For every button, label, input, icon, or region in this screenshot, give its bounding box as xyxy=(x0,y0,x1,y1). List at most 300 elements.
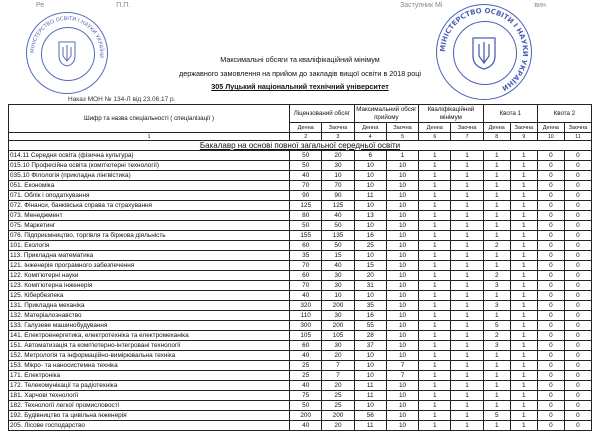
table-cell: 1 xyxy=(483,221,510,231)
table-cell: 1 xyxy=(451,321,483,331)
table-cell: 105 xyxy=(322,331,354,341)
table-cell: 37 xyxy=(354,341,386,351)
table-cell: 1 xyxy=(451,211,483,221)
table-cell: 70 xyxy=(290,261,322,271)
table-cell: 40 xyxy=(290,291,322,301)
table-cell: 31 xyxy=(354,281,386,291)
table-cell: 56 xyxy=(354,411,386,421)
table-cell: 10 xyxy=(386,341,418,351)
table-cell: 10 xyxy=(386,251,418,261)
table-cell: 11 xyxy=(354,191,386,201)
table-row xyxy=(9,301,592,311)
table-cell: 60 xyxy=(290,241,322,251)
table-cell: 110 xyxy=(290,311,322,321)
table-cell: 1 xyxy=(451,151,483,161)
column-number: 1 xyxy=(9,133,290,141)
quota2-header: Квота 2 xyxy=(537,105,591,123)
table-cell: 40 xyxy=(290,421,322,431)
table-cell: 1 xyxy=(419,301,451,311)
specialty-name: 181. Харчові технології xyxy=(9,391,290,401)
table-cell: 1 xyxy=(451,421,483,431)
table-cell: 0 xyxy=(537,231,564,241)
table-cell: 10 xyxy=(354,291,386,301)
table-cell: 1 xyxy=(451,341,483,351)
table-cell: 200 xyxy=(322,411,354,421)
right-signature-name: вин xyxy=(534,2,546,9)
table-cell: 10 xyxy=(322,171,354,181)
table-cell: 0 xyxy=(564,391,591,401)
table-cell: 1 xyxy=(451,381,483,391)
column-number: 7 xyxy=(451,133,483,141)
table-cell: 1 xyxy=(419,231,451,241)
table-cell: 10 xyxy=(386,171,418,181)
table-cell: 0 xyxy=(537,271,564,281)
table-cell: 16 xyxy=(354,231,386,241)
table-cell: 10 xyxy=(322,291,354,301)
order-note: Наказ МОН № 134-Л від 23.06.17 р. xyxy=(68,96,176,103)
specialty-name: 131. Прикладна механіка xyxy=(9,301,290,311)
table-cell: 10 xyxy=(386,391,418,401)
table-row xyxy=(9,321,592,331)
specialty-name: 205. Лісове господарство xyxy=(9,421,290,431)
table-row xyxy=(9,241,592,251)
table-cell: 0 xyxy=(537,361,564,371)
licensed-header: Ліцензований обсяг xyxy=(290,105,355,123)
table-cell: 1 xyxy=(510,301,537,311)
table-cell: 1 xyxy=(510,311,537,321)
table-cell: 10 xyxy=(354,251,386,261)
table-cell: 0 xyxy=(564,341,591,351)
table-row xyxy=(9,331,592,341)
table-cell: 10 xyxy=(354,171,386,181)
table-cell: 1 xyxy=(451,191,483,201)
table-cell: 0 xyxy=(564,261,591,271)
table-cell: 80 xyxy=(290,211,322,221)
table-cell: 1 xyxy=(510,381,537,391)
table-cell: 30 xyxy=(322,281,354,291)
right-signature-role: Заступник Мі xyxy=(400,2,443,9)
table-row xyxy=(9,281,592,291)
table-cell: 0 xyxy=(537,341,564,351)
table-cell: 10 xyxy=(386,161,418,171)
table-cell: 3 xyxy=(483,301,510,311)
table-cell: 1 xyxy=(451,251,483,261)
table-cell: 1 xyxy=(419,391,451,401)
table-cell: 1 xyxy=(510,321,537,331)
table-cell: 1 xyxy=(451,371,483,381)
table-cell: 125 xyxy=(290,201,322,211)
table-cell: 0 xyxy=(564,371,591,381)
table-row xyxy=(9,221,592,231)
specialty-name: 125. Кібербезпека xyxy=(9,291,290,301)
table-cell: 0 xyxy=(537,381,564,391)
table-cell: 0 xyxy=(537,151,564,161)
table-cell: 1 xyxy=(419,201,451,211)
table-cell: 1 xyxy=(510,331,537,341)
table-cell: 10 xyxy=(386,331,418,341)
specialty-name: 182. Технології легкої промисловості xyxy=(9,401,290,411)
table-cell: 1 xyxy=(419,371,451,381)
table-cell: 10 xyxy=(386,291,418,301)
table-cell: 50 xyxy=(290,401,322,411)
table-cell: 7 xyxy=(322,361,354,371)
admission-quota-table xyxy=(8,104,592,431)
specialty-name: 133. Галузеве машинобудування xyxy=(9,321,290,331)
specialty-name: 015.10 Професійна освіта (комп'ютерні технології) xyxy=(9,161,290,171)
table-cell: 1 xyxy=(419,341,451,351)
table-cell: 1 xyxy=(419,381,451,391)
table-cell: 0 xyxy=(537,391,564,401)
table-cell: 0 xyxy=(537,371,564,381)
table-cell: 7 xyxy=(386,361,418,371)
table-cell: 1 xyxy=(451,391,483,401)
specialty-name: 051. Економіка xyxy=(9,181,290,191)
table-cell: 10 xyxy=(386,311,418,321)
table-cell: 10 xyxy=(386,301,418,311)
table-cell: 0 xyxy=(564,251,591,261)
table-cell: 1 xyxy=(451,171,483,181)
table-row xyxy=(9,411,592,421)
table-cell: 1 xyxy=(510,201,537,211)
table-cell: 1 xyxy=(419,321,451,331)
table-cell: 1 xyxy=(451,331,483,341)
table-cell: 10 xyxy=(386,421,418,431)
specialty-name: 121. Інженерія програмного забезпечення xyxy=(9,261,290,271)
table-cell: 1 xyxy=(510,281,537,291)
table-cell: 0 xyxy=(537,281,564,291)
table-cell: 10 xyxy=(386,401,418,411)
table-row xyxy=(9,161,592,171)
table-row xyxy=(9,311,592,321)
table-cell: 1 xyxy=(419,351,451,361)
table-cell: 7 xyxy=(386,371,418,381)
table-row xyxy=(9,351,592,361)
table-cell: 1 xyxy=(451,351,483,361)
table-cell: 0 xyxy=(537,201,564,211)
table-cell: 60 xyxy=(290,341,322,351)
specialty-name: 076. Підприємництво, торгівля та біржова діяльність xyxy=(9,231,290,241)
table-cell: 55 xyxy=(354,321,386,331)
table-cell: 1 xyxy=(510,341,537,351)
table-cell: 1 xyxy=(419,151,451,161)
column-number: 9 xyxy=(510,133,537,141)
table-cell: 20 xyxy=(322,381,354,391)
table-cell: 0 xyxy=(564,211,591,221)
specialty-name: 075. Маркетинг xyxy=(9,221,290,231)
table-row xyxy=(9,151,592,161)
table-cell: 75 xyxy=(290,391,322,401)
table-cell: 1 xyxy=(419,291,451,301)
table-cell: 1 xyxy=(419,251,451,261)
table-cell: 2 xyxy=(483,331,510,341)
table-row xyxy=(9,401,592,411)
table-cell: 1 xyxy=(483,261,510,271)
document-title-institution: 305 Луцький національний технічний університет xyxy=(211,82,389,91)
table-cell: 0 xyxy=(564,321,591,331)
table-cell: 11 xyxy=(354,421,386,431)
table-cell: 1 xyxy=(419,221,451,231)
specialty-name: 014.11 Середня освіта (фізична культура) xyxy=(9,151,290,161)
table-cell: 1 xyxy=(451,411,483,421)
specialty-name: 192. Будівництво та цивільна інженерія xyxy=(9,411,290,421)
form-label: Заочна xyxy=(564,123,591,133)
table-cell: 1 xyxy=(483,361,510,371)
table-cell: 1 xyxy=(451,201,483,211)
table-cell: 10 xyxy=(354,361,386,371)
table-cell: 1 xyxy=(451,361,483,371)
form-label: Заочна xyxy=(510,123,537,133)
column-number: 2 xyxy=(290,133,322,141)
table-cell: 10 xyxy=(386,271,418,281)
table-cell: 0 xyxy=(537,251,564,261)
table-cell: 1 xyxy=(483,161,510,171)
table-cell: 0 xyxy=(564,401,591,411)
column-number: 4 xyxy=(354,133,386,141)
table-cell: 10 xyxy=(354,371,386,381)
specialty-name: 035.10 Філологія (прикладна лінгвістика) xyxy=(9,171,290,181)
table-cell: 0 xyxy=(537,311,564,321)
table-cell: 1 xyxy=(510,371,537,381)
qual-min-header: Кваліфікаційний мінімум xyxy=(419,105,484,123)
left-official-seal xyxy=(26,12,108,94)
table-cell: 0 xyxy=(564,301,591,311)
specialty-name: 151. Автоматизація та комп'ютерно-інтегровані технології xyxy=(9,341,290,351)
table-cell: 16 xyxy=(354,311,386,321)
table-cell: 70 xyxy=(290,181,322,191)
table-cell: 0 xyxy=(564,421,591,431)
table-cell: 1 xyxy=(510,291,537,301)
table-cell: 70 xyxy=(322,181,354,191)
table-cell: 1 xyxy=(419,401,451,411)
table-cell: 0 xyxy=(564,171,591,181)
table-cell: 5 xyxy=(483,411,510,421)
table-cell: 0 xyxy=(537,421,564,431)
table-cell: 1 xyxy=(419,191,451,201)
specialty-name: 152. Метрологія та інформаційно-вимірювальна техніка xyxy=(9,351,290,361)
table-cell: 3 xyxy=(483,281,510,291)
form-label: Денна xyxy=(354,123,386,133)
table-cell: 1 xyxy=(451,241,483,251)
table-cell: 0 xyxy=(564,381,591,391)
table-cell: 320 xyxy=(290,301,322,311)
specialty-name: 101. Екологія xyxy=(9,241,290,251)
table-cell: 1 xyxy=(483,291,510,301)
table-cell: 1 xyxy=(451,261,483,271)
table-cell: 1 xyxy=(419,211,451,221)
table-cell: 1 xyxy=(483,251,510,261)
table-cell: 10 xyxy=(386,231,418,241)
table-cell: 10 xyxy=(386,381,418,391)
max-state-header: Максимальний обсяг прийому xyxy=(354,105,419,123)
table-cell: 1 xyxy=(510,161,537,171)
table-cell: 1 xyxy=(483,371,510,381)
table-cell: 10 xyxy=(354,161,386,171)
table-cell: 1 xyxy=(510,171,537,181)
table-cell: 0 xyxy=(537,161,564,171)
table-cell: 1 xyxy=(510,221,537,231)
table-cell: 3 xyxy=(483,341,510,351)
table-cell: 70 xyxy=(290,281,322,291)
table-cell: 20 xyxy=(322,151,354,161)
specialty-name: 171. Електроніка xyxy=(9,371,290,381)
table-cell: 1 xyxy=(419,171,451,181)
table-cell: 1 xyxy=(451,281,483,291)
table-cell: 0 xyxy=(564,201,591,211)
column-number: 3 xyxy=(322,133,354,141)
table-cell: 2 xyxy=(483,271,510,281)
table-cell: 1 xyxy=(510,421,537,431)
specialty-name: 123. Комп'ютерна інженерія xyxy=(9,281,290,291)
quota1-header: Квота 1 xyxy=(483,105,537,123)
table-cell: 2 xyxy=(483,241,510,251)
table-cell: 1 xyxy=(510,211,537,221)
table-cell: 1 xyxy=(483,351,510,361)
table-cell: 0 xyxy=(537,301,564,311)
table-row xyxy=(9,201,592,211)
table-cell: 1 xyxy=(451,161,483,171)
specialty-header: Шифр та назва спеціальності ( спеціалізації ) xyxy=(9,105,290,133)
table-cell: 40 xyxy=(290,381,322,391)
table-cell: 50 xyxy=(322,221,354,231)
table-cell: 1 xyxy=(419,271,451,281)
table-cell: 15 xyxy=(322,251,354,261)
table-cell: 10 xyxy=(386,411,418,421)
table-cell: 90 xyxy=(322,191,354,201)
table-cell: 20 xyxy=(354,271,386,281)
table-cell: 0 xyxy=(537,181,564,191)
table-cell: 0 xyxy=(537,261,564,271)
column-number: 11 xyxy=(564,133,591,141)
table-cell: 0 xyxy=(564,191,591,201)
table-row xyxy=(9,361,592,371)
form-label: Заочна xyxy=(386,123,418,133)
table-row xyxy=(9,231,592,241)
specialty-name: 113. Прикладна математика xyxy=(9,251,290,261)
form-label: Денна xyxy=(419,123,451,133)
table-cell: 1 xyxy=(451,291,483,301)
specialty-name: 071. Облік і оподаткування xyxy=(9,191,290,201)
left-signature xyxy=(36,2,130,9)
table-cell: 1 xyxy=(483,191,510,201)
specialty-name: 172. Телекомунікації та радіотехніка xyxy=(9,381,290,391)
table-cell: 0 xyxy=(564,221,591,231)
specialty-name: 132. Матеріалознавство xyxy=(9,311,290,321)
table-cell: 0 xyxy=(537,351,564,361)
table-row xyxy=(9,421,592,431)
table-cell: 0 xyxy=(564,331,591,341)
table-cell: 5 xyxy=(483,321,510,331)
table-cell: 20 xyxy=(322,421,354,431)
table-cell: 135 xyxy=(322,231,354,241)
table-cell: 1 xyxy=(419,281,451,291)
table-cell: 1 xyxy=(451,401,483,411)
table-row xyxy=(9,291,592,301)
table-cell: 0 xyxy=(537,411,564,421)
table-cell: 25 xyxy=(322,401,354,411)
table-cell: 1 xyxy=(483,211,510,221)
table-cell: 0 xyxy=(564,241,591,251)
table-cell: 1 xyxy=(419,241,451,251)
table-row xyxy=(9,371,592,381)
table-row xyxy=(9,171,592,181)
left-signature-name: П.П. xyxy=(116,2,131,9)
table-cell: 300 xyxy=(290,321,322,331)
table-cell: 10 xyxy=(354,401,386,411)
table-cell: 1 xyxy=(451,221,483,231)
table-cell: 0 xyxy=(564,271,591,281)
table-cell: 200 xyxy=(290,411,322,421)
table-cell: 1 xyxy=(386,151,418,161)
table-cell: 40 xyxy=(290,351,322,361)
table-cell: 7 xyxy=(322,371,354,381)
table-cell: 10 xyxy=(386,181,418,191)
table-cell: 0 xyxy=(564,361,591,371)
table-cell: 13 xyxy=(354,211,386,221)
table-cell: 25 xyxy=(322,391,354,401)
table-cell: 1 xyxy=(451,181,483,191)
specialty-name: 073. Менеджмент xyxy=(9,211,290,221)
table-cell: 6 xyxy=(354,151,386,161)
table-cell: 1 xyxy=(483,181,510,191)
table-cell: 11 xyxy=(354,381,386,391)
specialty-name: 122. Комп'ютерні науки xyxy=(9,271,290,281)
table-cell: 1 xyxy=(510,251,537,261)
table-cell: 1 xyxy=(510,261,537,271)
table-cell: 155 xyxy=(290,231,322,241)
form-label: Денна xyxy=(483,123,510,133)
specialty-name: 141. Електроенергетика, електротехніка та електромеханіка xyxy=(9,331,290,341)
table-cell: 40 xyxy=(322,261,354,271)
table-cell: 1 xyxy=(510,401,537,411)
table-row xyxy=(9,211,592,221)
table-cell: 1 xyxy=(419,421,451,431)
table-cell: 1 xyxy=(483,381,510,391)
form-label: Денна xyxy=(537,123,564,133)
table-cell: 0 xyxy=(537,401,564,411)
table-cell: 35 xyxy=(354,301,386,311)
table-cell: 50 xyxy=(322,241,354,251)
specialty-name: 072. Фінанси, банківська справа та страхування xyxy=(9,201,290,211)
table-cell: 25 xyxy=(354,241,386,251)
form-label: Денна xyxy=(290,123,322,133)
table-cell: 0 xyxy=(564,161,591,171)
table-cell: 0 xyxy=(564,311,591,321)
table-cell: 1 xyxy=(483,151,510,161)
table-cell: 200 xyxy=(322,321,354,331)
table-cell: 1 xyxy=(451,231,483,241)
table-cell: 40 xyxy=(290,171,322,181)
table-cell: 1 xyxy=(483,401,510,411)
table-cell: 0 xyxy=(564,351,591,361)
table-cell: 1 xyxy=(510,191,537,201)
table-cell: 10 xyxy=(354,351,386,361)
table-cell: 0 xyxy=(564,291,591,301)
table-cell: 1 xyxy=(419,411,451,421)
table-cell: 1 xyxy=(483,421,510,431)
table-cell: 0 xyxy=(564,181,591,191)
table-cell: 10 xyxy=(386,321,418,331)
table-cell: 0 xyxy=(564,231,591,241)
column-number: 5 xyxy=(386,133,418,141)
column-number: 10 xyxy=(537,133,564,141)
specialty-name: 153. Мікро- та наносистемна техніка xyxy=(9,361,290,371)
table-cell: 10 xyxy=(354,181,386,191)
table-cell: 10 xyxy=(386,221,418,231)
table-cell: 0 xyxy=(537,221,564,231)
table-cell: 50 xyxy=(290,221,322,231)
table-cell: 20 xyxy=(322,351,354,361)
table-cell: 10 xyxy=(354,201,386,211)
